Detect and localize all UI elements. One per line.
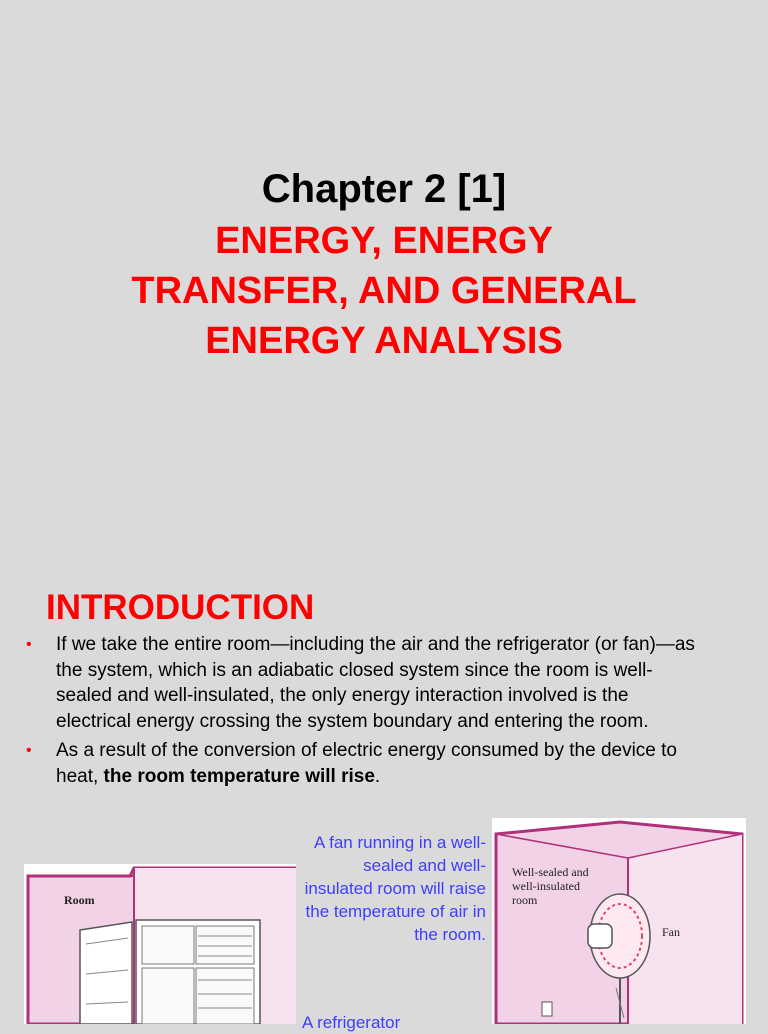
bullet-item-1	[26, 632, 706, 734]
bullet-text-prefix: As a result of the conversion of electric energy consumed by the device to heat,	[56, 740, 677, 787]
chapter-title: Chapter 2 [1]	[261, 167, 507, 211]
refrigerator-door	[80, 922, 132, 1024]
wall-outlet	[542, 1002, 552, 1016]
bullet-text: If we take the entire room—including the air and the refrigerator (or fan)—as the system, which is an adiabatic closed system since the room is well-sealed and well-insulated, the only energy interaction involved is the electrical energy crossing the system boundary and entering the room.	[56, 634, 695, 732]
fridge-shelves	[196, 968, 254, 1024]
room-label-line-3: room	[512, 893, 538, 907]
freezer-compartment	[142, 926, 194, 964]
refrigerator-room-illustration	[24, 864, 296, 1024]
room-label: Room	[64, 893, 95, 907]
fridge-figure-caption: A refrigerator	[302, 1013, 401, 1032]
main-title-line-3: ENERGY ANALYSIS	[205, 320, 563, 362]
main-title-line-2: TRANSFER, AND GENERAL	[131, 270, 637, 312]
refrigerator-room-figure	[24, 864, 296, 1024]
fan-figure-caption: A fan running in a well-sealed and well-insulated room will raise the temperature of air in the room.	[304, 833, 486, 944]
bullet-text-suffix: .	[374, 765, 381, 787]
main-title	[40, 216, 728, 366]
main-title-line-1: ENERGY, ENERGY	[215, 220, 553, 262]
bullet-item-2	[26, 738, 706, 789]
bullet-marker: •	[26, 636, 32, 653]
room-label-line-1: Well-sealed and	[512, 865, 589, 879]
bullet-text-emphasis: the room temperature will rise	[103, 765, 375, 787]
section-heading: INTRODUCTION	[46, 588, 315, 627]
freezer-shelves	[196, 926, 254, 964]
fan-room-figure	[492, 818, 746, 1024]
fan-room-illustration	[492, 818, 746, 1024]
fridge-compartment	[142, 968, 194, 1024]
bullet-list	[26, 632, 706, 793]
fan-motor	[588, 924, 612, 948]
room-label-line-2: well-insulated	[512, 879, 580, 893]
bullet-marker: •	[26, 742, 32, 759]
fan-label: Fan	[662, 925, 680, 939]
